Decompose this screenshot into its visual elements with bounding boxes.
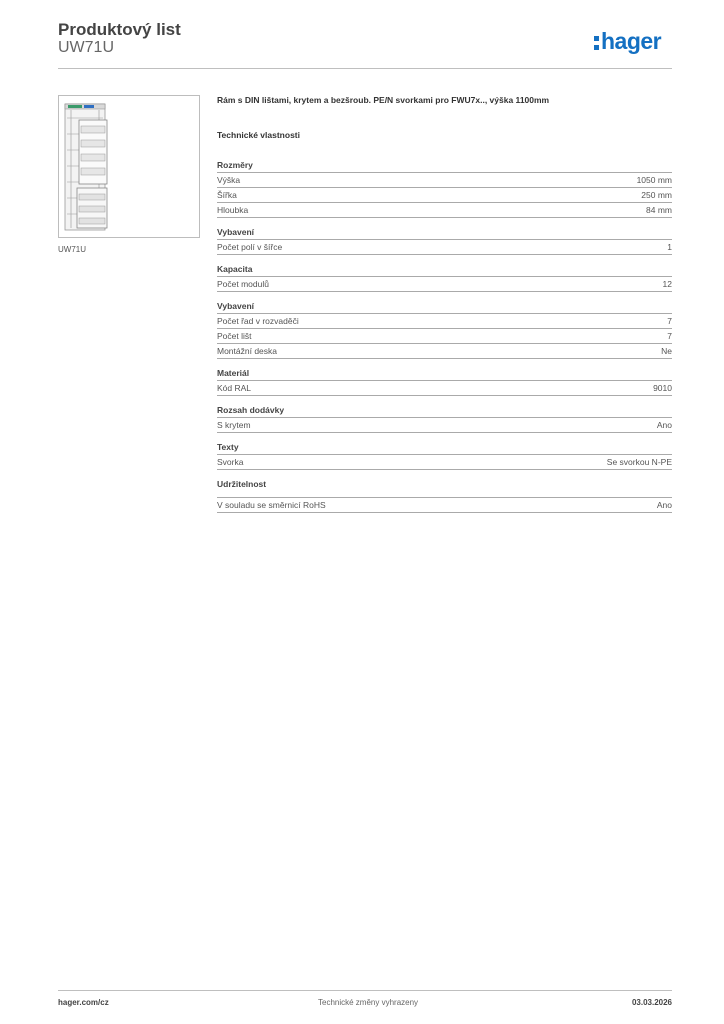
row-value: Ne bbox=[661, 346, 672, 356]
group-title: Vybavení bbox=[217, 301, 672, 314]
table-row bbox=[217, 498, 672, 513]
footer-notice: Technické změny vyhrazeny bbox=[318, 998, 419, 1007]
row-value: Ano bbox=[656, 500, 672, 510]
row-label: Svorka bbox=[217, 457, 244, 467]
row-value: 7 bbox=[667, 331, 672, 341]
table-row bbox=[217, 329, 672, 344]
group-title: Udržitelnost bbox=[217, 479, 672, 498]
row-value: 1050 mm bbox=[636, 175, 672, 185]
row-label: Počet modulů bbox=[217, 279, 269, 289]
row-label: Montážní deska bbox=[217, 346, 278, 356]
footer-website[interactable]: hager.com/cz bbox=[58, 998, 109, 1007]
product-image bbox=[58, 95, 200, 238]
group-material bbox=[217, 368, 672, 396]
table-row bbox=[217, 173, 672, 188]
row-label: S krytem bbox=[217, 420, 251, 430]
table-row bbox=[217, 277, 672, 292]
table-row bbox=[217, 381, 672, 396]
row-label: Kód RAL bbox=[217, 383, 252, 393]
distribution-frame-image bbox=[59, 96, 199, 237]
group-delivery bbox=[217, 405, 672, 433]
group-title: Kapacita bbox=[217, 264, 672, 277]
table-row bbox=[217, 455, 672, 470]
section-heading: Technické vlastnosti bbox=[217, 130, 300, 140]
row-value: 7 bbox=[667, 316, 672, 326]
table-row bbox=[217, 188, 672, 203]
hager-logo bbox=[594, 28, 661, 55]
group-texts bbox=[217, 442, 672, 470]
table-row bbox=[217, 314, 672, 329]
table-row bbox=[217, 344, 672, 359]
image-caption: UW71U bbox=[58, 245, 87, 254]
row-value: 250 mm bbox=[641, 190, 672, 200]
logo-text: hager bbox=[601, 28, 662, 54]
logo-dots-icon bbox=[594, 33, 599, 51]
table-row bbox=[217, 418, 672, 433]
group-equipment-2 bbox=[217, 301, 672, 359]
product-code: UW71U bbox=[58, 39, 115, 56]
row-value: 12 bbox=[662, 279, 672, 289]
row-label: Počet lišt bbox=[217, 331, 252, 341]
table-row bbox=[217, 203, 672, 218]
row-label: Hloubka bbox=[217, 205, 249, 215]
header-divider bbox=[58, 68, 672, 69]
group-title: Materiál bbox=[217, 368, 672, 381]
row-value: Se svorkou N-PE bbox=[606, 457, 672, 467]
row-value: 84 mm bbox=[646, 205, 672, 215]
group-title: Rozměry bbox=[217, 160, 672, 173]
group-equipment bbox=[217, 227, 672, 255]
row-value: 9010 bbox=[653, 383, 672, 393]
row-label: Počet řad v rozvaděči bbox=[217, 316, 299, 326]
row-label: Výška bbox=[217, 175, 241, 185]
group-capacity bbox=[217, 264, 672, 292]
group-title: Vybavení bbox=[217, 227, 672, 240]
group-title: Texty bbox=[217, 442, 672, 455]
row-value: Ano bbox=[656, 420, 672, 430]
row-label: V souladu se směrnicí RoHS bbox=[217, 500, 326, 510]
product-description: Rám s DIN lištami, krytem a bezšroub. PE/N svorkami pro FWU7x.., výška 1100mm bbox=[217, 95, 550, 105]
row-label: Počet polí v šířce bbox=[217, 242, 283, 252]
row-label: Šířka bbox=[217, 190, 237, 200]
table-row bbox=[217, 240, 672, 255]
row-value: 1 bbox=[667, 242, 672, 252]
footer-divider bbox=[58, 990, 672, 991]
page-title: Produktový list bbox=[58, 20, 181, 39]
footer-date: 03.03.2026 bbox=[631, 998, 672, 1007]
product-details bbox=[217, 95, 672, 522]
group-sustainability bbox=[217, 479, 672, 513]
group-dimensions bbox=[217, 160, 672, 218]
group-title: Rozsah dodávky bbox=[217, 405, 672, 418]
